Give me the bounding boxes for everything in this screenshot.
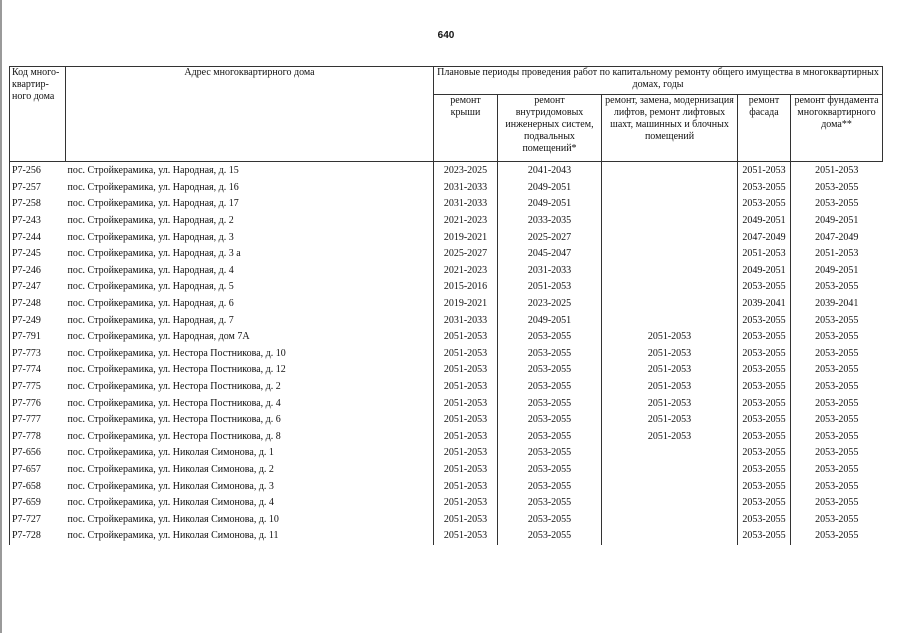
cell-address: пос. Стройкерамика, ул. Народная, д. 4	[67, 264, 234, 276]
cell-address: пос. Стройкерамика, ул. Нестора Постникова, д. 10	[67, 347, 286, 359]
cell-roof: 2051-2053	[434, 445, 498, 462]
cell-engineering: 2051-2053	[498, 279, 602, 296]
cell-address: пос. Стройкерамика, ул. Народная, дом 7А	[67, 331, 250, 343]
table-body	[10, 162, 883, 545]
cell-address: пос. Стройкерамика, ул. Нестора Постникова, д. 2	[67, 381, 281, 393]
cell-foundation: 2053-2055	[791, 196, 883, 213]
table-row	[10, 528, 883, 545]
cell-code: P7-256	[10, 162, 66, 180]
cell-engineering: 2053-2055	[498, 362, 602, 379]
cell-elevators: 2051-2053	[602, 429, 738, 446]
cell-foundation: 2053-2055	[791, 329, 883, 346]
cell-facade: 2053-2055	[738, 412, 791, 429]
cell-roof: 2031-2033	[434, 312, 498, 329]
cell-roof: 2021-2023	[434, 263, 498, 280]
cell-facade: 2049-2051	[738, 263, 791, 280]
cell-code: P7-658	[10, 478, 66, 495]
cell-roof: 2051-2053	[434, 346, 498, 363]
table-row	[10, 279, 883, 296]
cell-roof: 2021-2023	[434, 213, 498, 230]
cell-engineering: 2053-2055	[498, 379, 602, 396]
cell-elevators	[602, 445, 738, 462]
header-facade: ремонт фасада	[738, 95, 791, 162]
header-elevators: ремонт, замена, модернизация лифтов, ремонт лифтовых шахт, машинных и блочных помещений	[602, 95, 738, 162]
cell-elevators	[602, 229, 738, 246]
cell-facade: 2053-2055	[738, 478, 791, 495]
cell-roof: 2051-2053	[434, 329, 498, 346]
cell-engineering: 2031-2033	[498, 263, 602, 280]
cell-code: P7-247	[10, 279, 66, 296]
cell-elevators	[602, 162, 738, 180]
cell-code: P7-257	[10, 180, 66, 197]
cell-code: P7-659	[10, 495, 66, 512]
cell-address: пос. Стройкерамика, ул. Нестора Постникова, д. 4	[67, 397, 281, 409]
cell-elevators	[602, 296, 738, 313]
cell-facade: 2053-2055	[738, 395, 791, 412]
cell-roof: 2051-2053	[434, 412, 498, 429]
cell-foundation: 2051-2053	[791, 246, 883, 263]
cell-code: P7-246	[10, 263, 66, 280]
cell-address: пос. Стройкерамика, ул. Народная, д. 6	[67, 298, 234, 310]
cell-address: пос. Стройкерамика, ул. Николая Симонова, д. 11	[67, 530, 279, 542]
cell-facade: 2053-2055	[738, 329, 791, 346]
cell-elevators: 2051-2053	[602, 412, 738, 429]
cell-foundation: 2049-2051	[791, 263, 883, 280]
cell-engineering: 2049-2051	[498, 312, 602, 329]
cell-engineering: 2053-2055	[498, 528, 602, 545]
cell-roof: 2051-2053	[434, 429, 498, 446]
cell-foundation: 2053-2055	[791, 346, 883, 363]
cell-code: P7-791	[10, 329, 66, 346]
header-planned-periods: Плановые периоды проведения работ по капитальному ремонту общего имущества в многоквартирных домах, годы	[434, 67, 883, 95]
cell-elevators	[602, 528, 738, 545]
cell-elevators	[602, 180, 738, 197]
table-row	[10, 296, 883, 313]
cell-address: пос. Стройкерамика, ул. Нестора Постникова, д. 8	[67, 430, 281, 442]
cell-code: P7-258	[10, 196, 66, 213]
cell-code: P7-775	[10, 379, 66, 396]
cell-code: P7-657	[10, 462, 66, 479]
cell-code: P7-777	[10, 412, 66, 429]
table-row	[10, 346, 883, 363]
cell-elevators	[602, 213, 738, 230]
cell-engineering: 2033-2035	[498, 213, 602, 230]
cell-facade: 2053-2055	[738, 346, 791, 363]
cell-facade: 2047-2049	[738, 229, 791, 246]
table-row	[10, 412, 883, 429]
cell-foundation: 2049-2051	[791, 213, 883, 230]
cell-foundation: 2053-2055	[791, 462, 883, 479]
cell-foundation: 2053-2055	[791, 495, 883, 512]
cell-engineering: 2053-2055	[498, 462, 602, 479]
cell-foundation: 2053-2055	[791, 379, 883, 396]
cell-roof: 2019-2021	[434, 296, 498, 313]
cell-roof: 2051-2053	[434, 528, 498, 545]
cell-foundation: 2053-2055	[791, 445, 883, 462]
cell-roof: 2051-2053	[434, 495, 498, 512]
cell-roof: 2015-2016	[434, 279, 498, 296]
cell-roof: 2051-2053	[434, 511, 498, 528]
cell-code: P7-727	[10, 511, 66, 528]
cell-elevators: 2051-2053	[602, 395, 738, 412]
header-code: Код много-квартир-ного дома	[10, 67, 66, 162]
cell-address: пос. Стройкерамика, ул. Народная, д. 3 а	[67, 248, 241, 260]
cell-foundation: 2047-2049	[791, 229, 883, 246]
cell-foundation: 2053-2055	[791, 362, 883, 379]
cell-elevators: 2051-2053	[602, 329, 738, 346]
cell-engineering: 2023-2025	[498, 296, 602, 313]
cell-roof: 2023-2025	[434, 162, 498, 180]
cell-elevators	[602, 246, 738, 263]
cell-engineering: 2053-2055	[498, 445, 602, 462]
cell-foundation: 2051-2053	[791, 162, 883, 180]
cell-code: P7-249	[10, 312, 66, 329]
table-header	[10, 67, 883, 162]
cell-roof: 2051-2053	[434, 395, 498, 412]
cell-roof: 2019-2021	[434, 229, 498, 246]
cell-roof: 2031-2033	[434, 180, 498, 197]
cell-facade: 2053-2055	[738, 279, 791, 296]
cell-elevators: 2051-2053	[602, 346, 738, 363]
table-row	[10, 445, 883, 462]
table-row	[10, 462, 883, 479]
header-address: Адрес многоквартирного дома	[66, 67, 434, 162]
table-row	[10, 312, 883, 329]
cell-elevators	[602, 263, 738, 280]
cell-elevators	[602, 495, 738, 512]
cell-elevators: 2051-2053	[602, 362, 738, 379]
cell-facade: 2053-2055	[738, 180, 791, 197]
cell-engineering: 2053-2055	[498, 429, 602, 446]
cell-foundation: 2053-2055	[791, 429, 883, 446]
cell-address: пос. Стройкерамика, ул. Николая Симонова, д. 4	[67, 497, 274, 509]
cell-facade: 2053-2055	[738, 429, 791, 446]
table-row	[10, 495, 883, 512]
cell-facade: 2053-2055	[738, 511, 791, 528]
cell-elevators	[602, 312, 738, 329]
cell-facade: 2053-2055	[738, 462, 791, 479]
cell-roof: 2051-2053	[434, 478, 498, 495]
cell-foundation: 2053-2055	[791, 412, 883, 429]
table-row	[10, 478, 883, 495]
table-row	[10, 511, 883, 528]
cell-engineering: 2041-2043	[498, 162, 602, 180]
cell-engineering: 2053-2055	[498, 329, 602, 346]
cell-elevators	[602, 478, 738, 495]
header-engineering: ремонт внутридомовых инженерных систем, подвальных помещений*	[498, 95, 602, 162]
cell-facade: 2051-2053	[738, 162, 791, 180]
table-row	[10, 429, 883, 446]
cell-code: P7-778	[10, 429, 66, 446]
cell-address: пос. Стройкерамика, ул. Народная, д. 15	[67, 165, 239, 177]
cell-facade: 2053-2055	[738, 196, 791, 213]
table-row	[10, 213, 883, 230]
header-roof: ремонт крыши	[434, 95, 498, 162]
cell-foundation: 2053-2055	[791, 279, 883, 296]
cell-code: P7-245	[10, 246, 66, 263]
cell-foundation: 2053-2055	[791, 395, 883, 412]
cell-engineering: 2025-2027	[498, 229, 602, 246]
cell-foundation: 2053-2055	[791, 180, 883, 197]
cell-foundation: 2053-2055	[791, 312, 883, 329]
cell-elevators	[602, 511, 738, 528]
page-number: 640	[437, 30, 455, 41]
cell-code: P7-773	[10, 346, 66, 363]
page-edge-bar	[0, 0, 2, 633]
table-row	[10, 263, 883, 280]
cell-foundation: 2053-2055	[791, 528, 883, 545]
cell-address: пос. Стройкерамика, ул. Николая Симонова, д. 10	[67, 513, 279, 525]
table-row	[10, 229, 883, 246]
cell-code: P7-656	[10, 445, 66, 462]
cell-engineering: 2049-2051	[498, 196, 602, 213]
cell-facade: 2053-2055	[738, 495, 791, 512]
cell-code: P7-248	[10, 296, 66, 313]
table-row	[10, 362, 883, 379]
table-row	[10, 162, 883, 180]
cell-roof: 2025-2027	[434, 246, 498, 263]
table-row	[10, 196, 883, 213]
cell-elevators	[602, 279, 738, 296]
cell-address: пос. Стройкерамика, ул. Народная, д. 5	[67, 281, 234, 293]
cell-engineering: 2053-2055	[498, 478, 602, 495]
cell-address: пос. Стройкерамика, ул. Нестора Постникова, д. 6	[67, 414, 281, 426]
table-row	[10, 395, 883, 412]
cell-elevators	[602, 462, 738, 479]
cell-address: пос. Стройкерамика, ул. Николая Симонова, д. 1	[67, 447, 274, 459]
cell-address: пос. Стройкерамика, ул. Николая Симонова, д. 2	[67, 463, 274, 475]
cell-code: P7-243	[10, 213, 66, 230]
cell-roof: 2031-2033	[434, 196, 498, 213]
cell-facade: 2051-2053	[738, 246, 791, 263]
cell-engineering: 2049-2051	[498, 180, 602, 197]
cell-roof: 2051-2053	[434, 462, 498, 479]
cell-engineering: 2053-2055	[498, 511, 602, 528]
cell-engineering: 2053-2055	[498, 412, 602, 429]
cell-engineering: 2053-2055	[498, 495, 602, 512]
cell-engineering: 2053-2055	[498, 395, 602, 412]
cell-facade: 2053-2055	[738, 312, 791, 329]
cell-facade: 2053-2055	[738, 362, 791, 379]
cell-address: пос. Стройкерамика, ул. Народная, д. 16	[67, 181, 239, 193]
cell-engineering: 2053-2055	[498, 346, 602, 363]
table-row	[10, 246, 883, 263]
cell-address: пос. Стройкерамика, ул. Николая Симонова, д. 3	[67, 480, 274, 492]
cell-facade: 2053-2055	[738, 379, 791, 396]
cell-facade: 2053-2055	[738, 528, 791, 545]
cell-facade: 2039-2041	[738, 296, 791, 313]
cell-address: пос. Стройкерамика, ул. Народная, д. 2	[67, 215, 234, 227]
table-row	[10, 329, 883, 346]
cell-facade: 2049-2051	[738, 213, 791, 230]
cell-foundation: 2039-2041	[791, 296, 883, 313]
cell-address: пос. Стройкерамика, ул. Народная, д. 17	[67, 198, 239, 210]
table-row	[10, 180, 883, 197]
cell-foundation: 2053-2055	[791, 511, 883, 528]
cell-code: P7-774	[10, 362, 66, 379]
cell-code: P7-244	[10, 229, 66, 246]
repair-schedule-table	[9, 66, 883, 545]
header-foundation: ремонт фундамента многоквартирного дома**	[791, 95, 883, 162]
cell-address: пос. Стройкерамика, ул. Народная, д. 7	[67, 314, 234, 326]
cell-elevators	[602, 196, 738, 213]
cell-foundation: 2053-2055	[791, 478, 883, 495]
table-row	[10, 379, 883, 396]
cell-code: P7-776	[10, 395, 66, 412]
cell-address: пос. Стройкерамика, ул. Нестора Постникова, д. 12	[67, 364, 286, 376]
cell-elevators: 2051-2053	[602, 379, 738, 396]
cell-address: пос. Стройкерамика, ул. Народная, д. 3	[67, 231, 234, 243]
cell-facade: 2053-2055	[738, 445, 791, 462]
cell-code: P7-728	[10, 528, 66, 545]
cell-engineering: 2045-2047	[498, 246, 602, 263]
cell-roof: 2051-2053	[434, 362, 498, 379]
cell-roof: 2051-2053	[434, 379, 498, 396]
